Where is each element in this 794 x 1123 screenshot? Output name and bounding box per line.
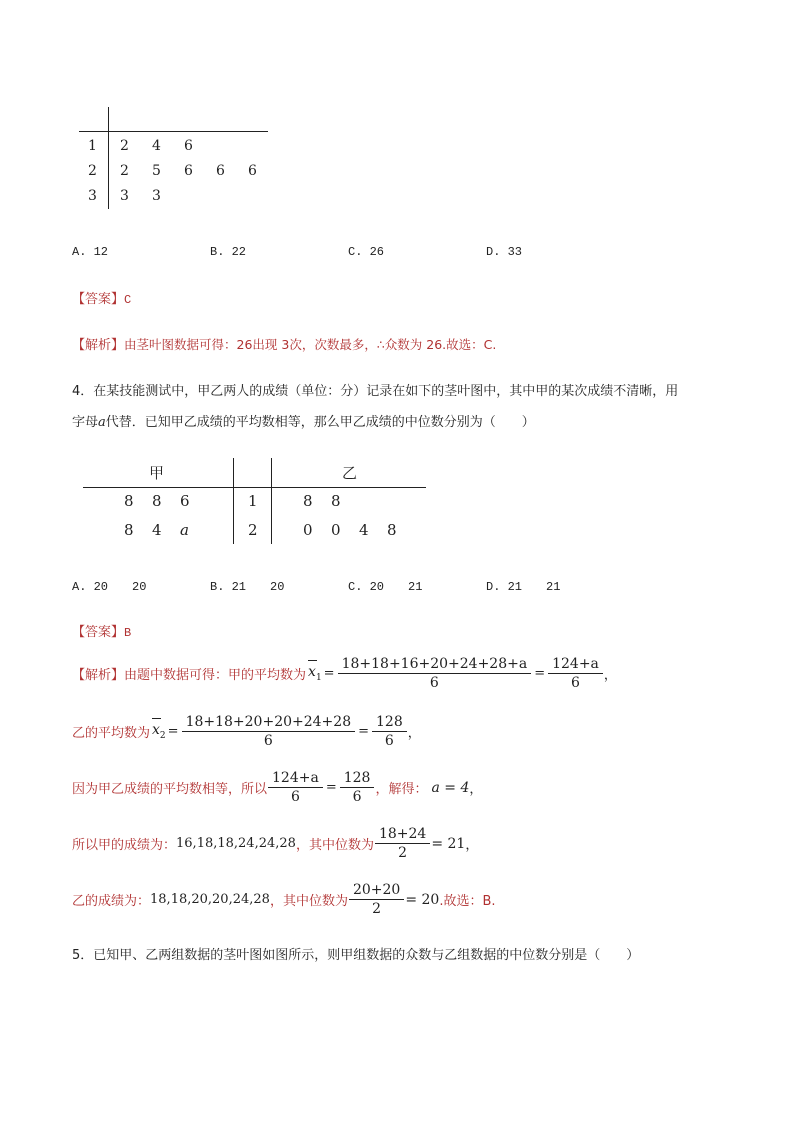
stem-value: 2 [248, 521, 258, 539]
stem-value: 1 [88, 138, 97, 154]
analysis-text: ，其中位数为 [269, 894, 348, 909]
option-a: A. 20 20 [72, 580, 147, 594]
median-result: = 21 [431, 835, 466, 852]
analysis-text: 所以甲的成绩为： [72, 838, 177, 853]
q4-analysis-line-3: 因为甲乙成绩的平均数相等，所以 $\frac{124+a}{6}$ = $\frac{128}{6}$ ，解得： a = 4 ， [72, 770, 483, 805]
denominator: 6 [338, 673, 532, 691]
leaf-value: 8 [124, 492, 134, 510]
leaf-value: 6 [184, 163, 193, 179]
leaf-value: 6 [184, 138, 193, 154]
leaf-value: 4 [359, 521, 369, 539]
leaf-value: 8 [303, 492, 313, 510]
fraction [340, 656, 530, 691]
leaf-value: 4 [152, 138, 161, 154]
leaf-value: 8 [331, 492, 341, 510]
numerator: 124+a [272, 770, 319, 786]
option-c: C. 26 [348, 245, 385, 259]
leaf-value: 2 [120, 163, 129, 179]
answer-label: 【答案】 [72, 292, 125, 307]
leaf-value: 0 [331, 521, 341, 539]
q4-variable: a [98, 415, 106, 430]
leaf-value: 6 [216, 163, 225, 179]
denominator: 6 [372, 731, 407, 749]
score-list: 16,18,18,24,24,28 [176, 836, 296, 851]
fraction [342, 770, 373, 805]
analysis-text: 乙的成绩为： [72, 894, 151, 909]
denominator: 6 [548, 673, 603, 691]
leaf-value: 8 [124, 521, 134, 539]
mean-symbol-x1 [308, 664, 322, 683]
leaf-value: 0 [303, 521, 313, 539]
subscript: 1 [315, 672, 322, 683]
q4-analysis-line-4: 所以甲的成绩为： 16,18,18,24,24,28 ，其中位数为 $\frac{18+24}{2}$ = 21 ， [72, 826, 479, 861]
q4-analysis-line-2: 乙的平均数为 $x_2$ = $\frac{18+18+20+20+24+28}{6}$ = $\frac{128}{6}$ ， [72, 714, 421, 749]
numerator: 128 [376, 714, 403, 730]
fraction [184, 714, 354, 749]
var-x: x [308, 664, 316, 681]
option-c: C. 20 21 [348, 580, 423, 594]
stem-value: 1 [248, 492, 258, 510]
numerator: 18+18+16+20+24+28+a [341, 656, 528, 672]
leaf-value: 3 [120, 188, 129, 204]
mean-symbol-x2 [152, 722, 166, 741]
analysis-text: .故选：B. [439, 894, 496, 909]
plot-header-line [83, 487, 426, 488]
q4-text: 字母 [72, 415, 99, 430]
q5-question-line: 5．已知甲、乙两组数据的茎叶图如图所示，则甲组数据的众数与乙组数据的中位数分别是（ ） [72, 948, 640, 963]
stem-value: 3 [88, 188, 97, 204]
option-b: B. 21 20 [210, 580, 285, 594]
q4-analysis-line-5 [72, 882, 496, 917]
denominator: 2 [375, 843, 430, 861]
leaf-value: 5 [152, 163, 161, 179]
stem-divider-left [233, 458, 234, 544]
subscript: 2 [159, 730, 166, 741]
option-d: D. 33 [486, 245, 523, 259]
solution: a = 4 [431, 779, 470, 796]
numerator: 128 [343, 770, 371, 786]
leaf-value: 4 [152, 521, 162, 539]
leaf-value: 6 [248, 163, 257, 179]
leaf-value: 8 [152, 492, 162, 510]
option-b: B. 22 [210, 245, 247, 259]
left-header: 甲 [149, 464, 165, 482]
denominator: 6 [268, 787, 323, 805]
analysis-label: 【解析】 [72, 668, 125, 683]
leaf-value: 8 [387, 521, 397, 539]
analysis-text: 乙的平均数为 [72, 726, 151, 741]
numerator: 124+a [552, 656, 599, 672]
numerator: 18+18+20+20+24+28 [185, 714, 352, 730]
fraction [270, 770, 321, 805]
numerator: 18+24 [378, 826, 427, 842]
denominator: 6 [340, 787, 375, 805]
denominator: 2 [349, 899, 404, 917]
numerator: 20+20 [352, 882, 401, 898]
analysis-text: 由茎叶图数据可得：26出现 3次，次数最多，∴众数为 26.故选：C. [124, 337, 497, 352]
denominator: 6 [182, 731, 356, 749]
stem-divider-right [271, 458, 272, 544]
q4-answer [72, 621, 131, 640]
answer-value: C [124, 293, 132, 307]
option-d: D. 21 21 [486, 580, 561, 594]
score-list: 18,18,20,20,24,28 [150, 892, 270, 907]
median-result: = 20 [405, 891, 440, 908]
fraction [351, 882, 402, 917]
q3-answer [72, 288, 131, 307]
leaf-value: 6 [180, 492, 190, 510]
fraction [377, 826, 428, 861]
analysis-text: 由题中数据可得：甲的平均数为 [124, 668, 307, 683]
stem-value: 2 [88, 163, 97, 179]
q4-text: 代替．已知甲乙成绩的平均数相等，那么甲乙成绩的中位数分别为（ ） [105, 415, 535, 430]
q4-analysis-line-1: 【解析】 由题中数据可得：甲的平均数为 $x_1$ = $\frac{18+18+16+20+24+28+a}{6}$ = $\frac{124+a}{6}$ ， [72, 656, 617, 691]
option-a: A. 12 [72, 245, 109, 259]
plot-header-line [79, 131, 268, 132]
leaf-value: 2 [120, 138, 129, 154]
q4-question-line-1: 4．在某技能测试中，甲乙两人的成绩（单位：分）记录在如下的茎叶图中，其中甲的某次成绩不清晰，用 [72, 384, 679, 399]
fraction [550, 656, 601, 691]
q3-analysis [72, 334, 496, 353]
analysis-text: ，解得： [375, 782, 428, 797]
var-x: x [152, 722, 160, 739]
analysis-text: ，其中位数为 [295, 838, 374, 853]
leaf-variable: a [180, 521, 189, 539]
analysis-text: 因为甲乙成绩的平均数相等，所以 [72, 782, 268, 797]
fraction [374, 714, 405, 749]
q4-question-line-2 [72, 411, 535, 430]
leaf-value: 3 [152, 188, 161, 204]
analysis-label: 【解析】 [72, 338, 125, 353]
stem-divider [108, 107, 109, 209]
right-header: 乙 [342, 464, 358, 482]
answer-label: 【答案】 [72, 625, 125, 640]
answer-value: B [124, 626, 132, 640]
